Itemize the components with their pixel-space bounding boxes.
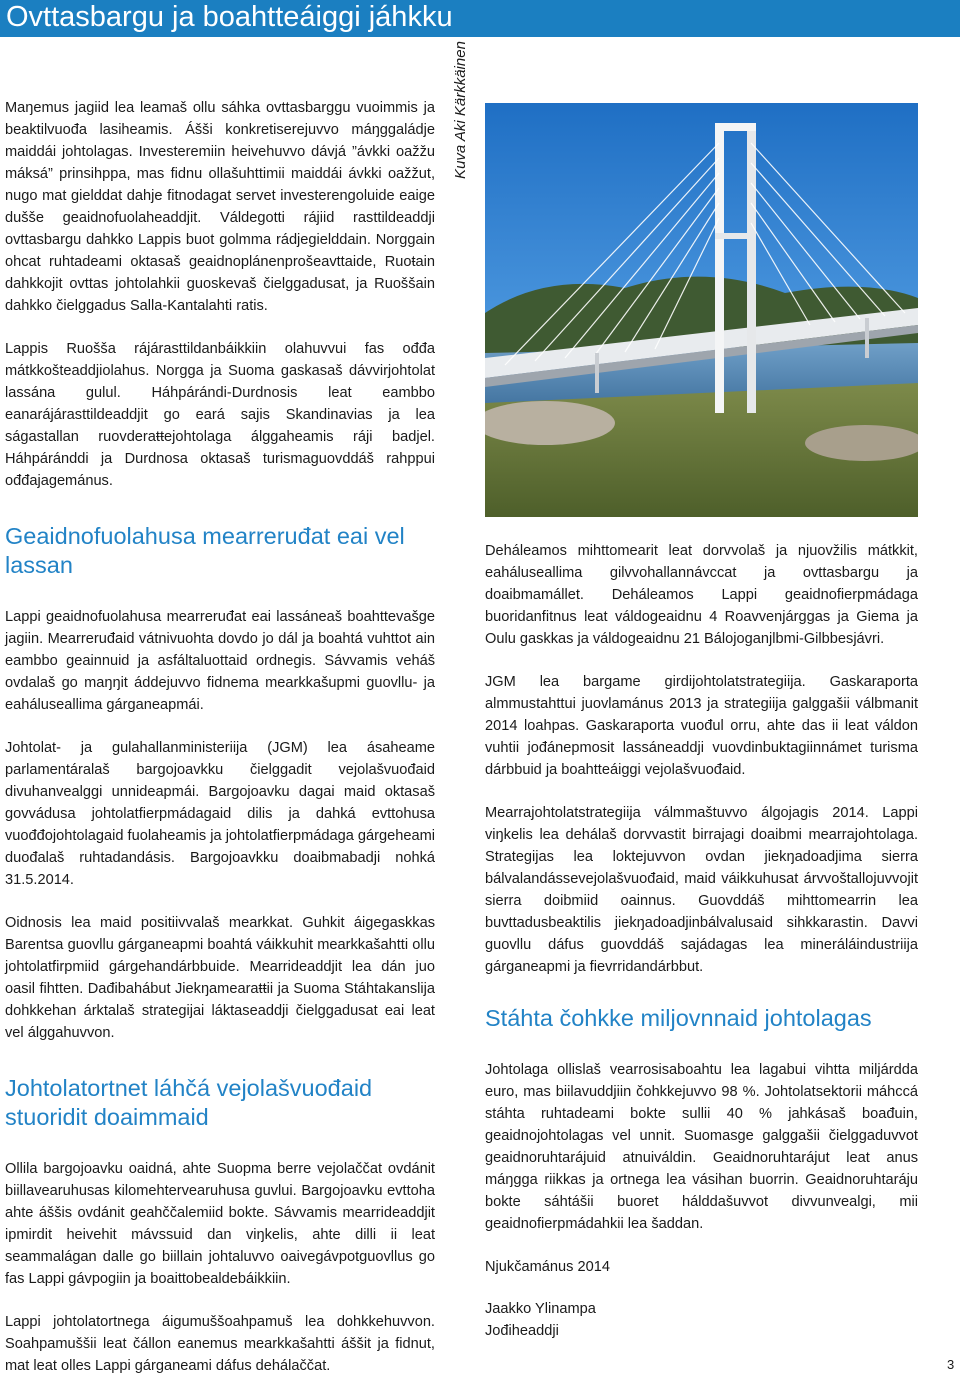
right-paragraph-4: Johtolaga ollislaš vearrosisaboahtu lea lagabui vihtta miljárdda euro, mas biilavuddjiin čohkkejuvvo 98 %. Johtolatsektorii máhccá stáhta ruhtadeami bokte sullii 40 % jahkásaš boađuin, geaidnojohtolagas vel unnit. Suomasge galggašii čielggaduvvot geaidnoruhtarájuid atnuiváldin. Geaidnoruhtarájut leat anus máŋgga riikkas ja ortnega lea vásihan buorrin. Geaidnoruhtaráju bokte sáhtášii buoret hálddašuvvot divvunvealgi, mii geaidnofierpmádahkii lea šaddan.	[485, 1062, 918, 1232]
date-line: Njukčamánus 2014	[485, 1259, 610, 1275]
section1-paragraph-3: Oidnosis lea maid positiivvalaš mearkkat. Guhkit áigegaskkas Barentsa guovllu gárganeapmi boahtá váikkuhit mearkkašahtti ollu johtolatfirpmiid gárgehandárbbuide. Mearrideaddjit lea dán juo oasil fihtten. Dađibahábut Jiekŋamearaŧŧii ja Suoma Stáhtakanslija dohkkehan árktalaš strategijai láktaseaddji čielggadusat eai leat vel álggahuvvon.	[5, 915, 435, 1041]
section-heading-state-revenue: Stáhta čohkke miljovnnaid johtolagas	[485, 1005, 872, 1031]
right-paragraph-3: Mearrajohtolatstrategiija válmmaštuvvo álgojagis 2014. Lappi viŋkelis lea dehálaš dorvvastit birrajagi doaibmi mearrajohtolaga. Strategijas lea loktejuvvon ovdan jiekŋadoadjima sierra bálvalandássevejolašvuođaid, maid váikkuhusat árvvoštallojuvvojit sierra doibmiid oainnus. Guovddáš mihttomearrin lea buvttadusbeaktilis jiekŋadoadjinbálvalusaid sihkkarastin. Davvi guovllu dáfus guovddáš sajádagas lea mineráláindustriija gárganeapmi ja fievrridandárbbut.	[485, 805, 918, 975]
section-heading-road-maintenance: Geaidnofuolahusa mearreruđat eai vel lassan	[5, 523, 405, 578]
right-paragraph-2: JGM lea bargame girdijohtolatstrategiija. Gaskaraporta almmustahttui juovlamánus 2013 ja strategiija galggašii válbmanit 2014 loahpas. Gaskaraporta vuođul orru, ahte das ii leat váldon vuhtii jođánepmosit lassáneaddji vuovdinbuktagiinnámet turisma dárbbuid ja boahtteáiggi vejolašvuođaid.	[485, 674, 918, 778]
signer-name: Jaakko Ylinampa	[485, 1301, 596, 1317]
photo-credit: Kuva Aki Kärkkäinen	[452, 41, 469, 179]
section2-paragraph-1: Ollila bargojoavku oaidná, ahte Suopma berre vejolaččat ovdánit biillavearuhusas kilomehtervearuhusa guvlui. Bargojoavku evttoha ahte áššis ovdánit geahččalemiid bokte. Sávvamis mearrideaddjit ipmirdit heivehit mávssuid dan viŋkelis, ahte dilli ii leat seammalágan dalle go biillain johtaluvvo oaivegávpotguovllus go fas Lappi gávpogiin ja boaittobealdebáikkiin.	[5, 1161, 435, 1287]
title-bar	[0, 0, 960, 37]
intro-paragraph-2: Lappis Ruošša rájárasttildanbáikkiin olahuvvui fas ođđa mátkkošteaddjiolahus. Norgga ja Suoma gaskasaš dávvirjohtolat lassána gulul. Háhpárándi-Durdnosis leat eambbo eanarájárasttildeaddjit go eará sajis Skandinavias ja lea ságastallan ruovderaŧŧejohtolaga álggaheamis ráji badjel. Háhpáránddi ja Durdnosa oktasaš turismaguovddáš rahppui ođđajagemánus.	[5, 341, 435, 489]
right-column	[485, 540, 918, 1342]
page-number: 3	[947, 1357, 955, 1372]
section-heading-transport-order: Johtolatortnet láhčá vejolašvuođaid stuoridit doaimmaid	[5, 1075, 373, 1130]
signature-block	[485, 1256, 918, 1342]
right-paragraph-1: Deháleamos mihttomearit leat dorvvolaš ja njuovžilis mátkkit, eaháluseallima gilvvohallannávccat ja ovttasbargu ja doaibmamállet. Deháleamos Lappi geaidnofierpmádaga buoridanfitnus leat váldogeaidnu 4 Roavvenjárggas ja Giema ja Oulu gaskkas ja váldogeaidnu 21 Bálojoganjlbmi-Gilbbesjávri.	[485, 543, 918, 647]
bridge-photo	[485, 103, 918, 517]
intro-paragraph-1: Maŋemus jagiid lea leamaš ollu sáhka ovttasbarggu vuoimmis ja beaktilvuođa lasiheamis. Ášši konkretiserejuvvo máŋggaládje maiddái johtolagas. Investeremiin heivehuvvo dávjá ”ávkki oažžu máksá” prinsihppa, mas fidnu ollašuhttimii maiddái ávkki oažžut, nugo mat gielddat dahje fitnodagat servet investerengoluide eaige dušše geaidnofuolaheaddjit. Váldegotti rájiid rasttildeaddji ovttasbargu dahkko Lappis buot golmma rádjegielddain. Norggain ohcat ruhtadeami oktasaš geaidnoplánenprošeavttaide, Ruoŧain dahkkojit ovttas johtolahkii guoskevaš čielggadusat, ja Ruoššain dahkko čielggadus Salla-Kantalahti ratis.	[5, 100, 435, 314]
signer-title: Jođiheaddji	[485, 1323, 559, 1339]
section1-paragraph-1: Lappi geaidnofuolahusa mearreruđat eai lassáneaš boahttevašge jagiin. Mearreruđaid vátnivuohta dovdo jo dál ja boahtá vuhttot ain eambbo geainnuid ja asfáltaluottaid ordnegis. Sávvamis veháš ovdalaš go maŋŋit áddejuvvo fidnema mearkkašupmi guovllu- ja eaháluseallima gárganeapmái.	[5, 609, 435, 713]
left-column	[5, 97, 435, 1398]
section2-paragraph-2: Lappi johtolatortnega áigumuššoahpamuš lea dohkkehuvvon. Soahpamuššii leat čállon eanemus mearkkašahtti áššit ja fidnut, mat leat olles Lappi gárganeami dáfus dehálaččat.	[5, 1314, 435, 1374]
page-title: Ovttasbargu ja boahtteáiggi jáhkku	[6, 1, 453, 33]
section1-paragraph-2: Johtolat- ja gulahallanministeriija (JGM) lea ásaheame parlamentáralaš bargojoavkku čielggadit vejolašvuođaid divuhanvealggi unnideapmái. Bargojoavku dagai maid oktasaš govvádusa johtolatfierpmádagaid dilis ja dahká evttohusa vuođđojohtolagaid fuolaheamis ja johtolatfierpmádaga gárgeheami duođalaš ruhtadandásis. Bargojoavkku doaibmabadji nohká 31.5.2014.	[5, 740, 436, 888]
